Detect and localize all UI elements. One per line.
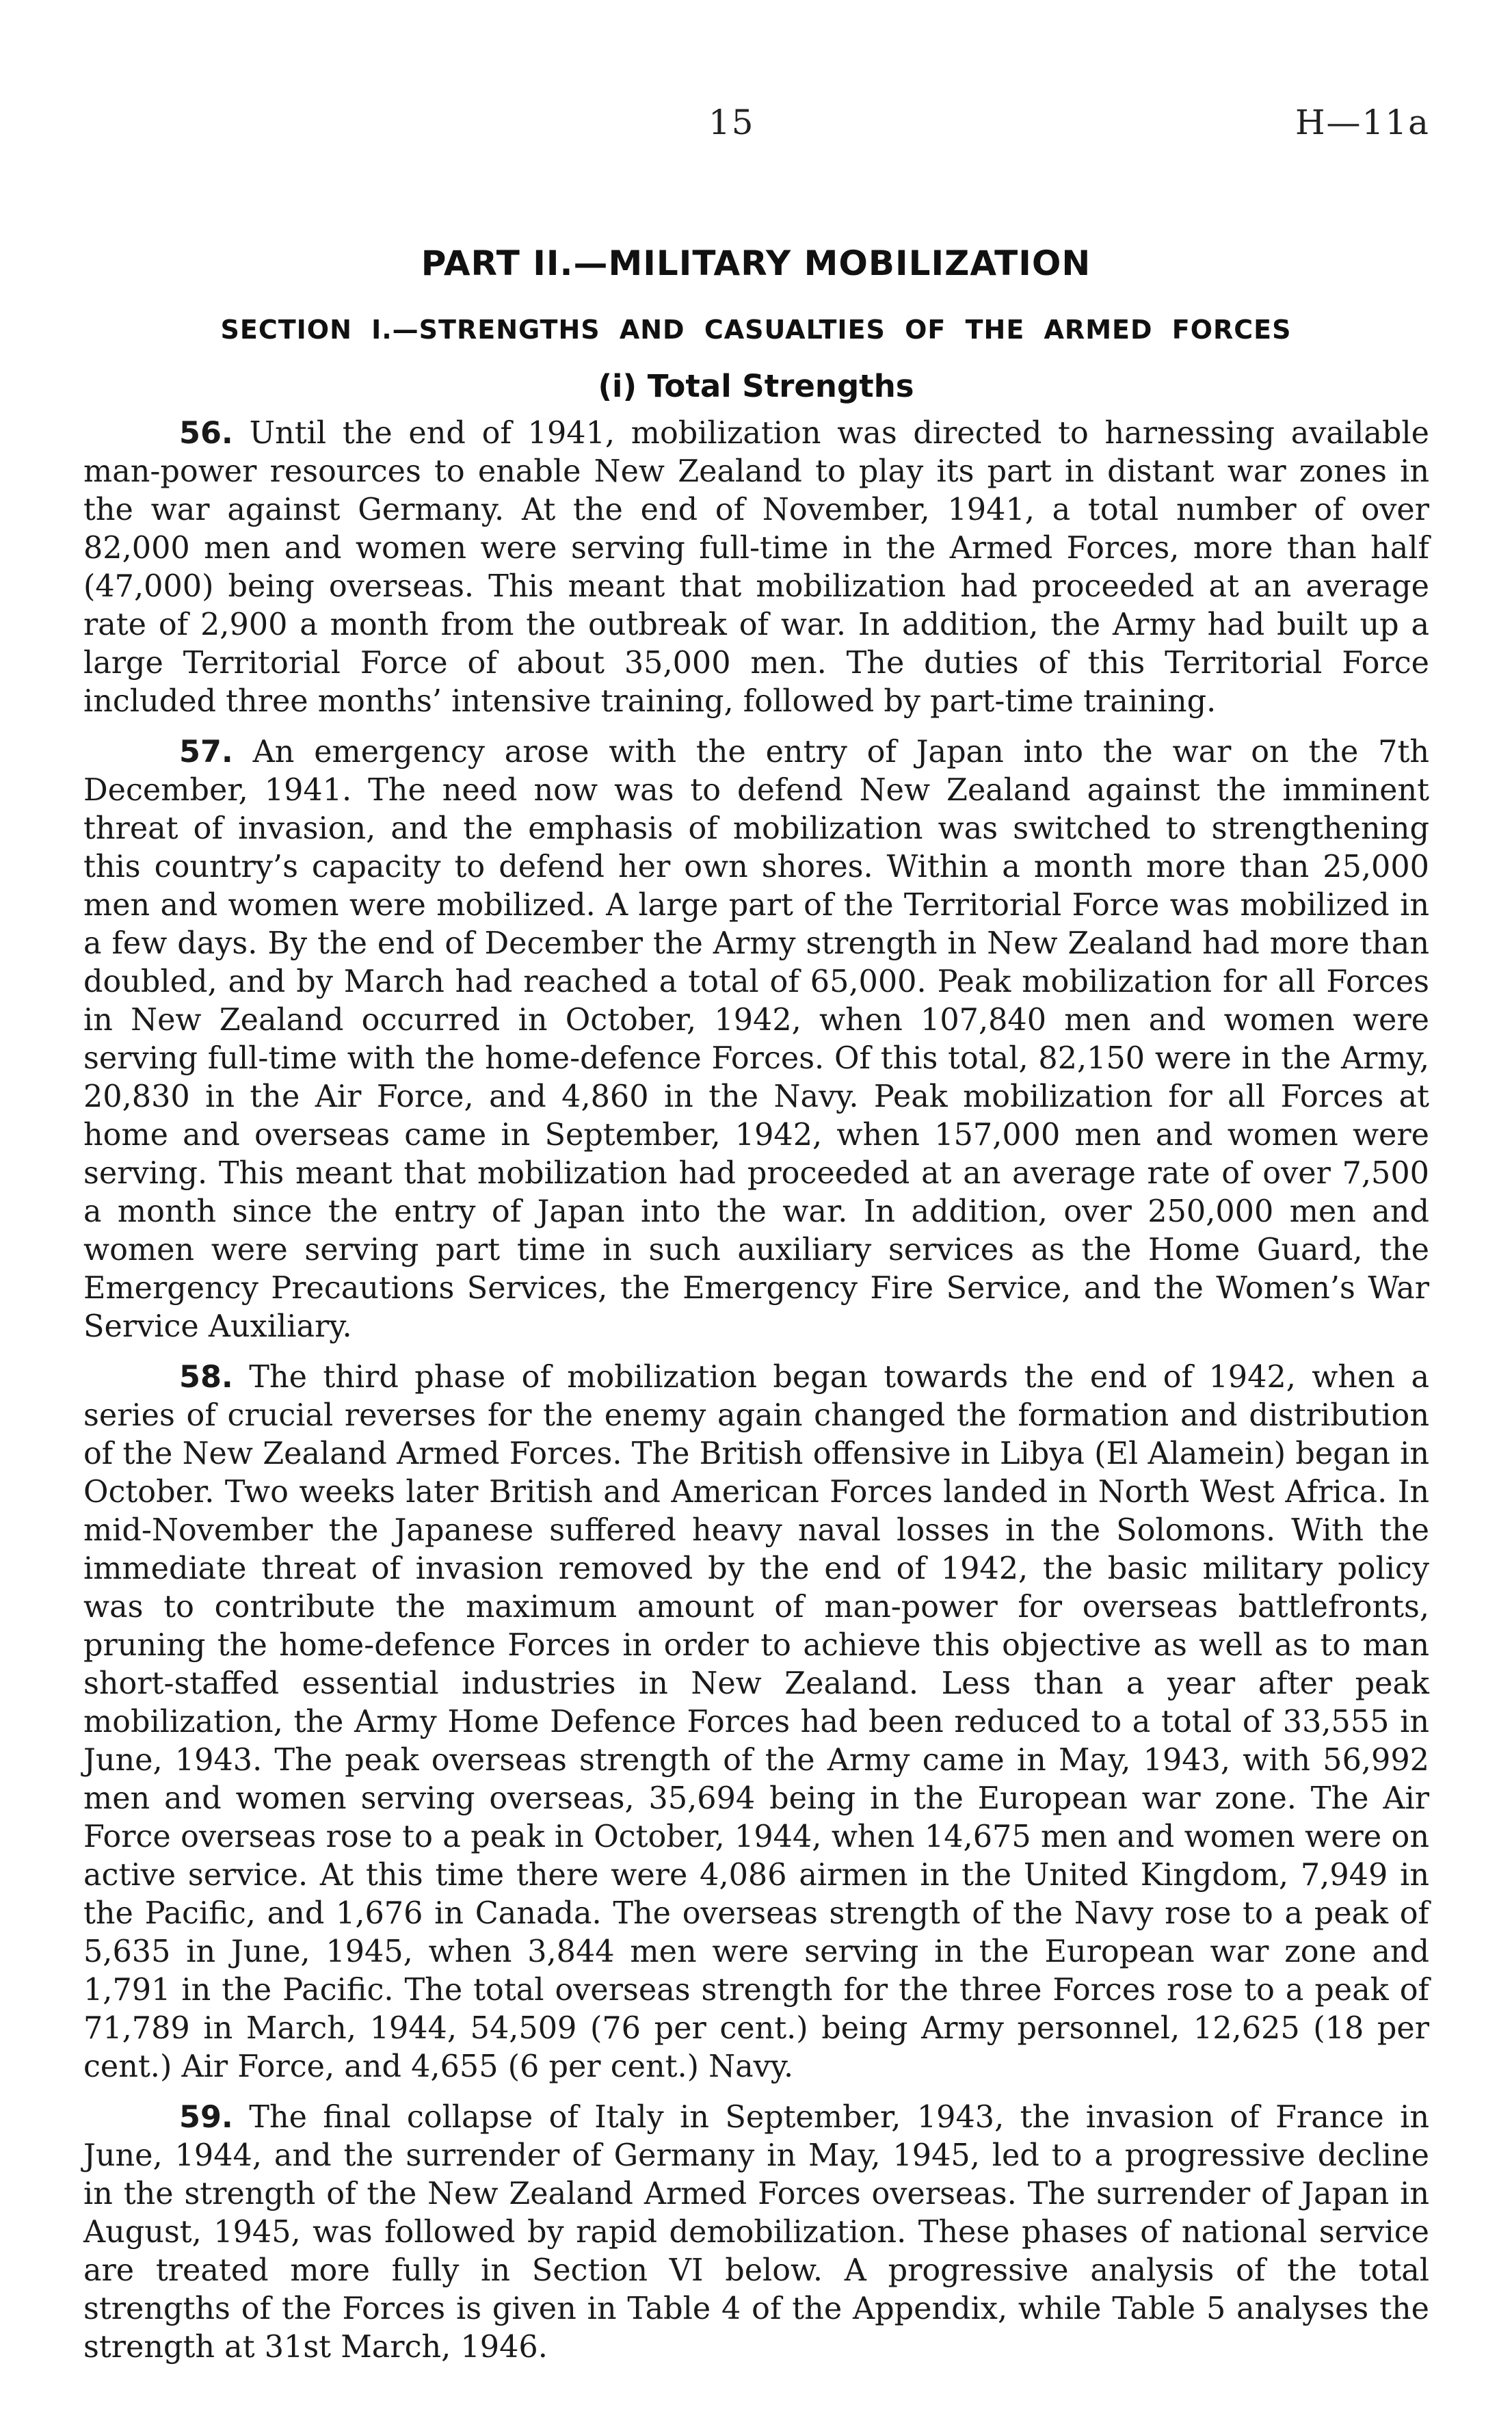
paragraph-56 (83, 415, 1429, 721)
subsection-title: (i) Total Strengths (598, 368, 914, 404)
paragraph-number: 56. (179, 416, 233, 451)
paragraph-text: Until the end of 1941, mobilization was directed to harnessing available man-power resources to enable New Zealand to play its part in distant war zones in the war against Germany. At the end of November, 1941, a total number of over 82,000 men and women were serving full-time in the Armed Forces, more than half (47,000) being overseas. This meant that mobilization had proceeded at an average rate of 2,900 a month from the outbreak of war. In addition, the Army had built up a large Territorial Force of about 35,000 men. The duties of this Territorial Force included three months’ intensive training, followed by part-time training. (83, 416, 1429, 719)
paragraph-number: 59. (179, 2100, 233, 2135)
paragraph-text: An emergency arose with the entry of Japan into the war on the 7th December, 1941. The need now was to defend New Zealand against the imminent threat of invasion, and the emphasis of mobilization was switched to strengthening this country’s capacity to defend her own shores. Within a month more than 25,000 men and women were mobilized. A large part of the Territorial Force was mobilized in a few days. By the end of December the Army strength in New Zealand had more than doubled, and by March had reached a total of 65,000. Peak mobilization for all Forces in New Zealand occurred in October, 1942, when 107,840 men and women were serving full-time with the home-defence Forces. Of this total, 82,150 were in the Army, 20,830 in the Air Force, and 4,860 in the Navy. Peak mobilization for all Forces at home and overseas came in September, 1942, when 157,000 men and women were serving. This meant that mobilization had proceeded at an average rate of over 7,500 a month since the entry of Japan into the war. In addition, over 250,000 men and women were serving part time in such auxiliary services as the Home Guard, the Emergency Precautions Services, the Emergency Fire Service, and the Women’s War Service Auxiliary. (83, 735, 1429, 1344)
paragraph-number: 57. (179, 735, 233, 770)
paragraph-text: The final collapse of Italy in September, 1943, the invasion of France in June, 1944, and the surrender of Germany in May, 1945, led to a progressive decline in the strength of the New Zealand Armed Forces overseas. The surrender of Japan in August, 1945, was followed by rapid demobilization. These phases of national service are treated more fully in Section VI below. A progressive analysis of the total strengths of the Forces is given in Table 4 of the Appendix, while Table 5 analyses the strength at 31st March, 1946. (83, 2100, 1429, 2365)
paragraph-text: The third phase of mobilization began towards the end of 1942, when a series of crucial reverses for the enemy again changed the formation and distribution of the New Zealand Armed Forces. The British offensive in Libya (El Alamein) began in October. Two weeks later British and American Forces landed in North West Africa. In mid-November the Japanese suffered heavy naval losses in the Solomons. With the immediate threat of invasion removed by the end of 1942, the basic military policy was to contribute the maximum amount of man-power for overseas battlefronts, pruning the home-defence Forces in order to achieve this objective as well as to man short-staffed essential industries in New Zealand. Less than a year after peak mobilization, the Army Home Defence Forces had been reduced to a total of 33,555 in June, 1943. The peak overseas strength of the Army came in May, 1943, with 56,992 men and women serving overseas, 35,694 being in the European war zone. The Air Force overseas rose to a peak in October, 1944, when 14,675 men and women were on active service. At this time there were 4,086 airmen in the United Kingdom, 7,949 in the Pacific, and 1,676 in Canada. The overseas strength of the Navy rose to a peak of 5,635 in June, 1945, when 3,844 men were serving in the European war zone and 1,791 in the Pacific. The total overseas strength for the three Forces rose to a peak of 71,789 in March, 1944, 54,509 (76 per cent.) being Army personnel, 12,625 (18 per cent.) Air Force, and 4,655 (6 per cent.) Navy. (83, 1360, 1429, 2084)
part-title: PART II.—MILITARY MOBILIZATION (421, 244, 1091, 283)
paragraph-59 (83, 2099, 1429, 2367)
page-number: 15 (708, 103, 755, 142)
paragraph-58 (83, 1358, 1429, 2086)
section-title: SECTION I.—STRENGTHS AND CASUALTIES OF THE ARMED FORCES (220, 315, 1292, 345)
paragraph-number: 58. (179, 1360, 233, 1395)
body-text (83, 415, 1429, 2379)
paragraph-57 (83, 733, 1429, 1346)
document-code: H—11a (1295, 103, 1430, 142)
